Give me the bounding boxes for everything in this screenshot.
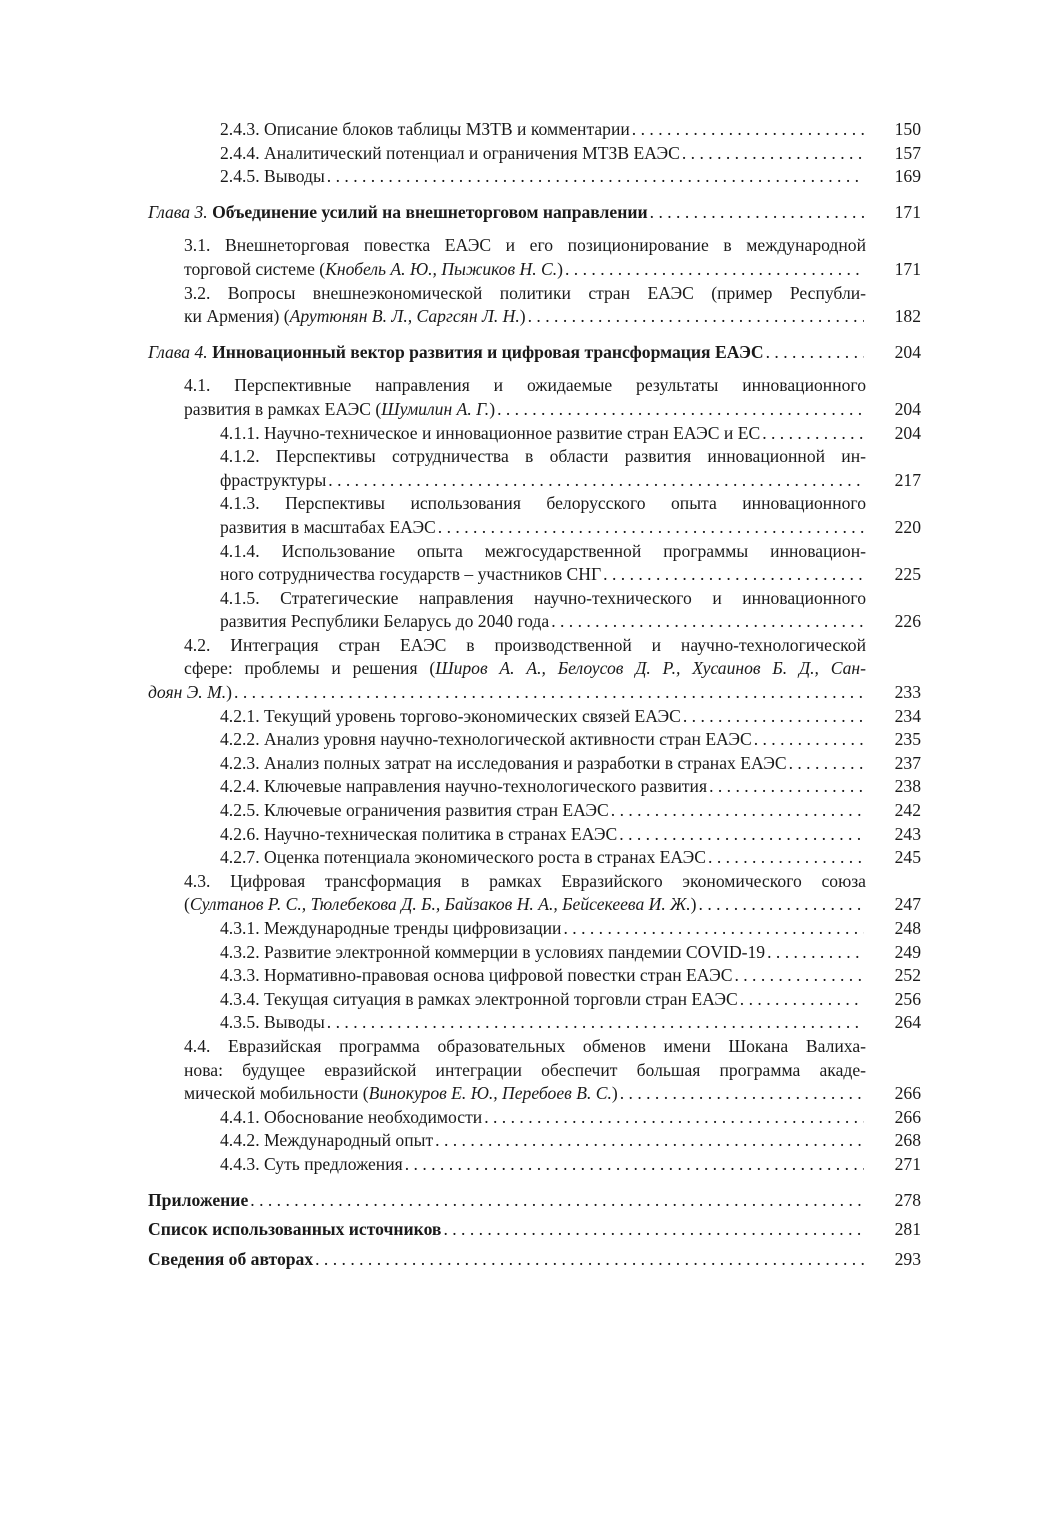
toc-entry-4-1: 4.1. Перспективные направления и ожидаемые результаты инновационного развития в рамках ЕАЭС (Шумилин А. Г.) . . . 204	[148, 374, 921, 421]
toc-entry-2-4-4: 2.4.4. Аналитический потенциал и ограничения МТЗВ ЕАЭС . . . 157	[148, 142, 921, 166]
page-number: 268	[894, 1130, 921, 1151]
page-number: 171	[894, 201, 921, 222]
page-number: 204	[894, 398, 921, 419]
page-number: 266	[894, 1106, 921, 1127]
toc-entry-4-4-3: 4.4.3. Суть предложения . . . 271	[148, 1153, 921, 1177]
page-number: 157	[894, 142, 921, 163]
page-number: 225	[894, 564, 921, 585]
toc-entry-4-2-7: 4.2.7. Оценка потенциала экономического роста в странах ЕАЭС . . . 245	[148, 846, 921, 870]
toc-entry-4-2-2: 4.2.2. Анализ уровня научно-технологической активности стран ЕАЭС . . . 235	[148, 728, 921, 752]
toc-references: Список использованных источников . . . 281	[148, 1218, 921, 1242]
toc-entry-4-4-2: 4.4.2. Международный опыт . . . 268	[148, 1129, 921, 1153]
toc-chapter-3: Глава 3. Объединение усилий на внешнеторговом направлении . . . 171	[148, 201, 921, 225]
toc-entry-4-3-1: 4.3.1. Международные тренды цифровизации . . . 248	[148, 917, 921, 941]
toc-entry-4-1-5: 4.1.5. Стратегические направления научно-технического и инновационного развития Республики Беларусь до 2040 года . . . 226	[148, 587, 921, 634]
toc-entry-4-3-3: 4.3.3. Нормативно-правовая основа цифровой повестки стран ЕАЭС . . . 252	[148, 964, 921, 988]
toc-entry-4-3: 4.3. Цифровая трансформация в рамках Евразийского экономического союза (Султанов Р. С., Тюлебекова Д. Б., Байзаков Н. А., Бейсекеева И. Ж.) . . . 247	[148, 870, 921, 917]
table-of-contents	[148, 118, 921, 1271]
page-number: 226	[894, 611, 921, 632]
toc-entry-4-2-3: 4.2.3. Анализ полных затрат на исследования и разработки в странах ЕАЭС . . . 237	[148, 752, 921, 776]
page-number: 169	[894, 166, 921, 187]
page-number: 243	[894, 823, 921, 844]
page-number: 249	[894, 941, 921, 962]
page-number: 245	[894, 847, 921, 868]
toc-entry-4-2-1: 4.2.1. Текущий уровень торгово-экономических связей ЕАЭС . . . 234	[148, 705, 921, 729]
page-number: 271	[894, 1153, 921, 1174]
page-number: 264	[894, 1012, 921, 1033]
page-number: 235	[894, 729, 921, 750]
page-number: 252	[894, 965, 921, 986]
toc-entry-4-1-3: 4.1.3. Перспективы использования белорусского опыта инновационного развития в масштабах ЕАЭС . . . 220	[148, 492, 921, 539]
page-number: 256	[894, 988, 921, 1009]
toc-entry-4-3-2: 4.3.2. Развитие электронной коммерции в условиях пандемии COVID-19 . . . 249	[148, 941, 921, 965]
toc-entry-4-1-4: 4.1.4. Использование опыта межгосударственной программы инновацион- ного сотрудничества государств – участников СНГ . . . 225	[148, 540, 921, 587]
page-number: 266	[894, 1083, 921, 1104]
page-number: 281	[894, 1219, 921, 1240]
toc-entry-4-2-6: 4.2.6. Научно-техническая политика в странах ЕАЭС . . . 243	[148, 823, 921, 847]
page-number: 150	[894, 119, 921, 139]
page-number: 204	[894, 341, 921, 362]
toc-entry-3-2: 3.2. Вопросы внешнеэкономической политики стран ЕАЭС (пример Республи- ки Армения) (Арутюнян В. Л., Саргсян Л. Н.) . . . 182	[148, 282, 921, 329]
toc-entry-4-4-1: 4.4.1. Обоснование необходимости . . . 266	[148, 1106, 921, 1130]
page-number: 171	[894, 258, 921, 279]
toc-entry-3-1: 3.1. Внешнеторговая повестка ЕАЭС и его позиционирование в международной торговой системе (Кнобель А. Ю., Пыжиков Н. С.) . . . 171	[148, 234, 921, 281]
page-number: 233	[894, 682, 921, 703]
toc-authors-info: Сведения об авторах . . . 293	[148, 1248, 921, 1272]
page-number: 238	[894, 776, 921, 797]
page-number: 293	[894, 1248, 921, 1269]
page-number: 247	[894, 894, 921, 915]
toc-entry-2-4-3: 2.4.3. Описание блоков таблицы МЗТВ и комментарии . . . 150	[148, 118, 921, 142]
page-number: 248	[894, 918, 921, 938]
page-number: 242	[894, 800, 921, 821]
page-number: 204	[894, 422, 921, 443]
toc-entry-4-3-4: 4.3.4. Текущая ситуация в рамках электронной торговли стран ЕАЭС . . . 256	[148, 988, 921, 1012]
toc-chapter-4: Глава 4. Инновационный вектор развития и цифровая трансформация ЕАЭС . . . 204	[148, 341, 921, 365]
toc-entry-4-2-4: 4.2.4. Ключевые направления научно-технологического развития . . . 238	[148, 775, 921, 799]
page-number: 234	[894, 705, 921, 726]
page-number: 237	[894, 752, 921, 773]
toc-entry-4-2-5: 4.2.5. Ключевые ограничения развития стран ЕАЭС . . . 242	[148, 799, 921, 823]
page-number: 217	[894, 469, 921, 490]
toc-entry-4-1-2: 4.1.2. Перспективы сотрудничества в области развития инновационной ин- фраструктуры . . . 217	[148, 445, 921, 492]
page-number: 220	[894, 516, 921, 537]
toc-entry-4-1-1: 4.1.1. Научно-техническое и инновационное развитие стран ЕАЭС и ЕС . . . 204	[148, 422, 921, 446]
toc-entry-4-3-5: 4.3.5. Выводы . . . 264	[148, 1011, 921, 1035]
page-number: 182	[894, 306, 921, 327]
page-number: 278	[894, 1189, 921, 1210]
toc-entry-2-4-5: 2.4.5. Выводы . . . 169	[148, 165, 921, 189]
toc-entry-4-4: 4.4. Евразийская программа образовательных обменов имени Шокана Валиха- нова: будущее евразийской интеграции обеспечит большая программа акаде- мической мобильности (Винокуров Е. Ю., Перебоев В. С.) . . . 266	[148, 1035, 921, 1106]
toc-entry-4-2: 4.2. Интеграция стран ЕАЭС в производственной и научно-технологической сфере: проблемы и решения (Широв А. А., Белоусов Д. Р., Хусаинов Б. Д., Сан- доян Э. М.) . . . 233	[148, 634, 921, 705]
toc-appendix: Приложение . . . 278	[148, 1189, 921, 1213]
